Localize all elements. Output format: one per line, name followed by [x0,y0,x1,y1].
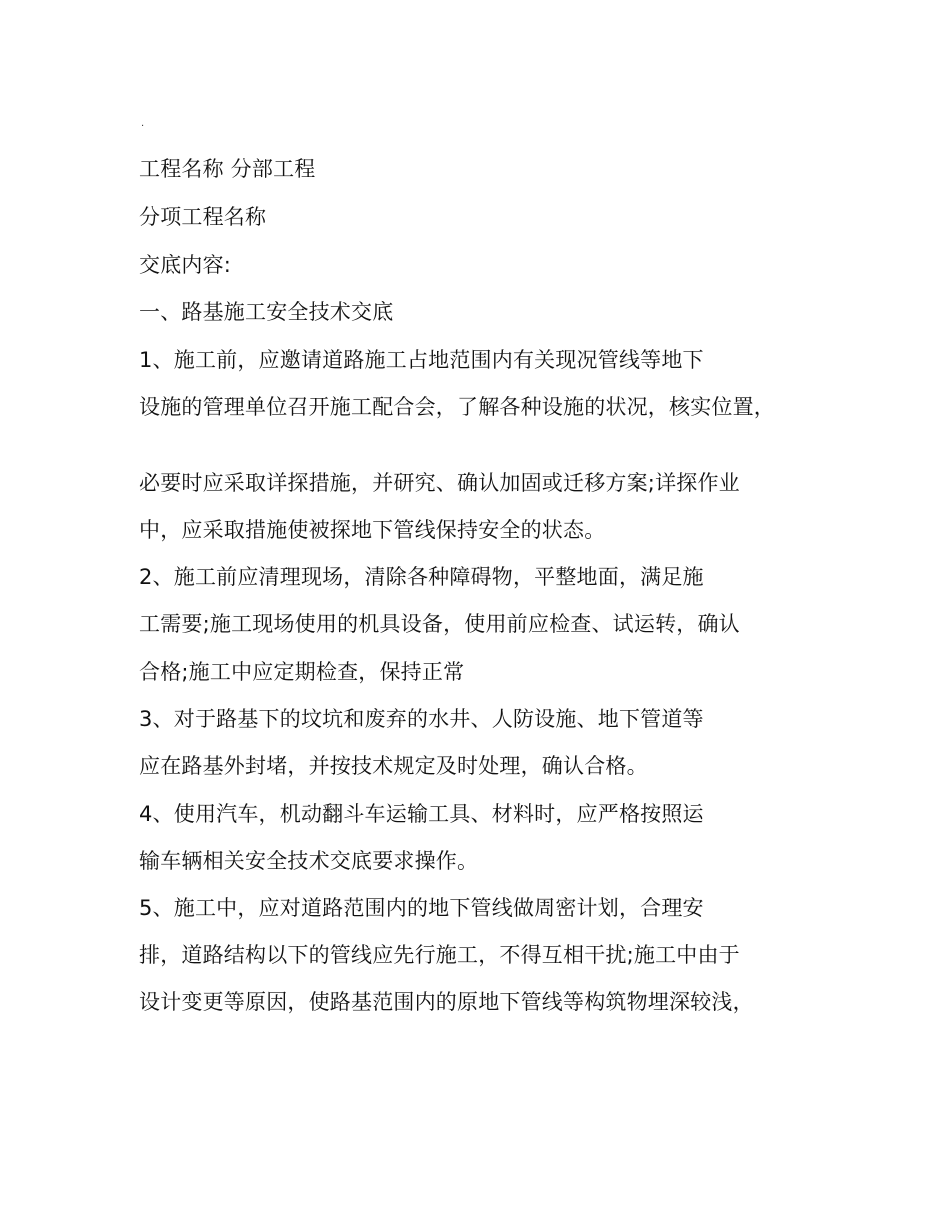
paragraph-line: 1、施工前，应邀请道路施工占地范围内有关现况管线等地下 [139,348,704,372]
page-dot-mark: . [141,118,145,129]
paragraph-line: 合格;施工中应定期检查，保持正常 [139,660,465,684]
paragraph-line: 工需要;施工现场使用的机具设备，使用前应检查、试运转，确认 [139,612,740,636]
section-heading: 一、路基施工安全技术交底 [139,300,394,324]
paragraph-line: 中，应采取措施使被探地下管线保持安全的状态。 [139,518,606,542]
paragraph-line: 3、对于路基下的坟坑和废弃的水井、人防设施、地下管道等 [139,707,704,731]
paragraph-line: 设施的管理单位召开施工配合会，了解各种设施的状况，核实位置， [139,395,775,419]
paragraph-line: 排，道路结构以下的管线应先行施工，不得互相干扰;施工中由于 [139,943,740,967]
paragraph-line: 2、施工前应清理现场，清除各种障碍物，平整地面，满足施 [139,565,704,589]
paragraph-line: 输车辆相关安全技术交底要求操作。 [139,849,479,873]
disclosure-content-label: 交底内容: [139,253,232,277]
paragraph-line: 4、使用汽车，机动翻斗车运输工具、材料时，应严格按照运 [139,802,704,826]
paragraph-line: 5、施工中，应对道路范围内的地下管线做周密计划，合理安 [139,896,704,920]
paragraph-line: 设计变更等原因，使路基范围内的原地下管线等构筑物埋深较浅， [139,990,754,1014]
paragraph-line: 必要时应采取详探措施，并研究、确认加固或迁移方案;详探作业 [139,471,740,495]
project-name-line: 工程名称 分部工程 [139,157,316,181]
sub-item-name-line: 分项工程名称 [139,205,267,229]
paragraph-line: 应在路基外封堵，并按技术规定及时处理，确认合格。 [139,754,648,778]
